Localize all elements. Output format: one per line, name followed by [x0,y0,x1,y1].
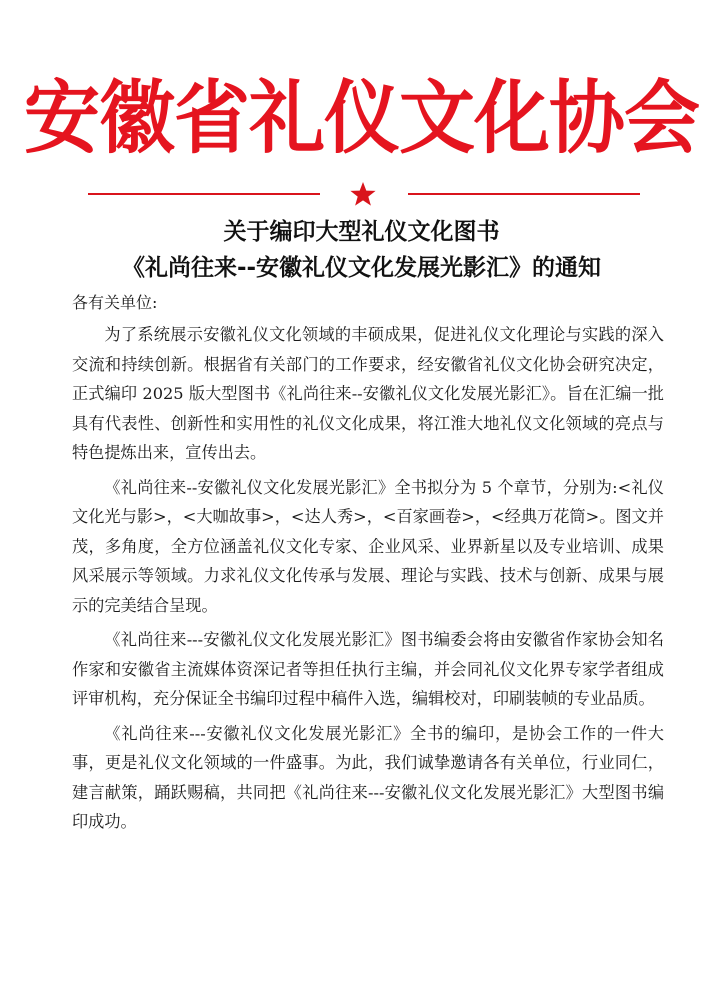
notice-body [72,320,664,842]
body-paragraph: 《礼尚往来---安徽礼仪文化发展光影汇》全书的编印，是协会工作的一件大事，更是礼仪文化领域的一件盛事。为此，我们诚挚邀请各有关单位，行业同仁，建言献策，踊跃赐稿，共同把《礼尚往来---安徽礼仪文化发展光影汇》大型图书编印成功。 [72,723,664,831]
notice-title-line-1: 关于编印大型礼仪文化图书 [223,219,500,245]
star-icon [348,181,378,207]
salutation: 各有关单位: [72,293,158,312]
organization-masthead: 安徽省礼仪文化协会 [24,70,699,165]
notice-title-line-2: 《礼尚往来--安徽礼仪文化发展光影汇》的通知 [121,255,602,281]
divider-line-left [88,193,320,195]
body-paragraph: 《礼尚往来---安徽礼仪文化发展光影汇》图书编委会将由安徽省作家协会知名作家和安徽省主流媒体资深记者等担任执行主编，并会同礼仪文化界专家学者组成评审机构，充分保证全书编印过程中稿件入选，编辑校对，印刷装帧的专业品质。 [72,630,664,708]
body-paragraph: 为了系统展示安徽礼仪文化领域的丰硕成果，促进礼仪文化理论与实践的深入交流和持续创新。根据省有关部门的工作要求，经安徽省礼仪文化协会研究决定，正式编印 2025 版大型图书《礼尚往来--安徽礼仪文化发展光影汇》。旨在汇编一批具有代表性、创新性和实用性的礼仪文化成果，将江淮大地礼仪文化领域的亮点与特色提炼出来，宣传出去。 [72,325,664,462]
divider-line-right [408,193,640,195]
header-divider [88,181,640,207]
body-paragraph: 《礼尚往来--安徽礼仪文化发展光影汇》全书拟分为 5 个章节，分别为:<礼仪文化光与影>，<大咖故事>，<达人秀>，<百家画卷>，<经典万花筒>。图文并茂，多角度，全方位涵盖礼仪文化专家、企业风采、业界新星以及专业培训、成果风采展示等领域。力求礼仪文化传承与发展、理论与实践、技术与创新、成果与展示的完美结合呈现。 [72,477,664,615]
